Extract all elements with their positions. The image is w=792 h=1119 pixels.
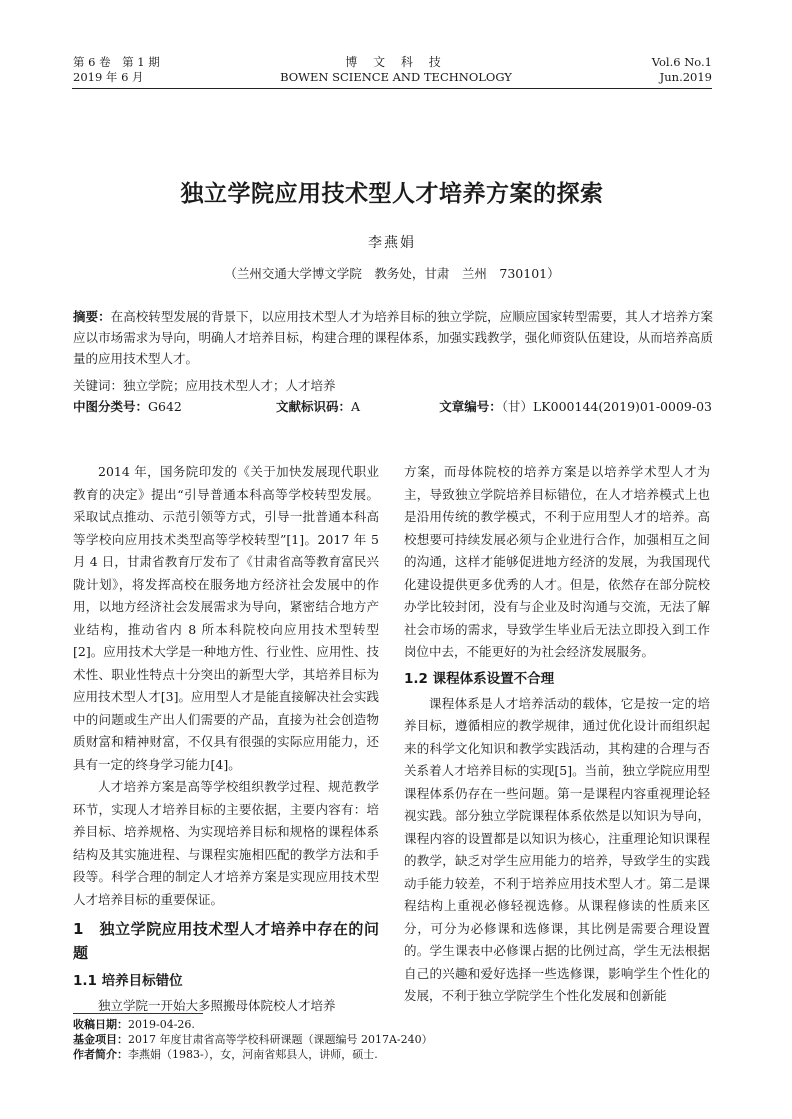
body-paragraph-1: 2014 年，国务院印发的《关于加快发展现代职业教育的决定》提出“引导普通本科高等学校转型发展。采取试点推动、示范引领等方式，引导一批普通本科高等学校向应用技术类型高等学校转型”[1]。2017 年 5 月 4 日，甘肃省教育厅发布了《甘肃省高等教育富民兴陇计划》，将发挥高校在服务地方经济社会发展中的作用，以地方经济社会发展需求为导向，紧密结合地方产业结构，推动省内 8 所本科院校向应用技术型转型[2]。应用技术大学是一种地方性、行业性、应用性、技术性、职业性特点十分突出的新型大学，其培养目标为应用技术型人才[3]。应用型人才是能直接解决社会实践中的问题或生产出人们需要的产品，直接为社会创造物质财富和精神财富，不仅具有很强的实际应用能力，还具有一定的终身学习能力[4]。 xyxy=(73,464,379,772)
body-paragraph-2: 人才培养方案是高等学校组织教学过程、规范教学环节，实现人才培养目标的主要依据，主要内容有：培养目标、培养规格、为实现培养目标和规格的课程体系结构及其实施进程、与课程实施相匹配的教学方法和手段等。科学合理的制定人才培养方案是实现应用技术型人才培养目标的重要保证。 xyxy=(73,779,379,907)
fund-text: 2017 年度甘肃省高等学校科研课题（课题编号 2017A-240） xyxy=(128,1033,433,1046)
author-name: 李燕娟 xyxy=(368,235,416,251)
bio-label: 作者简介： xyxy=(73,1048,128,1061)
abstract xyxy=(73,306,713,369)
keywords-text: 独立学院；应用技术型人才；人才培养 xyxy=(123,378,336,393)
article-number-label: 文章编号： xyxy=(439,399,502,414)
doc-code-value: A xyxy=(351,399,361,414)
abstract-label: 摘要： xyxy=(73,309,111,324)
right-column xyxy=(404,461,710,1008)
doc-code-label: 文献标识码： xyxy=(276,399,352,414)
footnote-fund xyxy=(73,1032,433,1047)
journal-volume-info xyxy=(73,55,160,85)
clc-label: 中图分类号： xyxy=(73,399,149,414)
footnote-author-bio xyxy=(73,1047,378,1062)
volume-issue-en: Vol.6 No.1 xyxy=(651,55,712,69)
section-heading-1: 1 独立学院应用技术型人才培养中存在的问题 xyxy=(73,920,379,962)
bio-text: 李燕娟（1983-），女，河南省郏县人，讲师，硕士. xyxy=(128,1048,378,1061)
clc-number xyxy=(73,397,182,415)
subsection-heading-1-2: 1.2 课程体系设置不合理 xyxy=(404,670,555,687)
keywords xyxy=(73,376,336,394)
volume-issue: 第 6 卷 第 1 期 xyxy=(73,55,160,69)
footnote-received xyxy=(73,1017,195,1032)
document-code xyxy=(276,397,360,415)
footnote-rule xyxy=(73,1013,203,1014)
left-column xyxy=(73,461,379,1018)
fund-label: 基金项目： xyxy=(73,1033,128,1046)
abstract-text: 在高校转型发展的背景下，以应用技术型人才为培养目标的独立学院，应顺应国家转型需要，其人才培养方案应以市场需求为导向，明确人才培养目标，构建合理的课程体系，加强实践教学，强化师资队伍建设，从而培养高质量的应用技术型人才。 xyxy=(73,309,713,366)
journal-name xyxy=(250,55,542,85)
author-affiliation: （兰州交通大学博文学院 教务处，甘肃 兰州 730101） xyxy=(224,266,560,281)
article-number xyxy=(439,397,712,415)
body-paragraph-3-continued: 方案，而母体院校的培养方案是以培养学术型人才为主，导致独立学院培养目标错位，在人才培养模式上也是沿用传统的教学模式，不利于应用型人才的培养。高校想要可持续发展必须与企业进行合作，加强相互之间的沟通，这样才能够促进地方经济的发展，为我国现代化建设提供更多优秀的人才。但是，依然存在部分院校办学比较封闭，没有与企业及时沟通与交流，无法了解社会市场的需求，导致学生毕业后无法立即投入到工作岗位中去，不能更好的为社会经济发展服务。 xyxy=(404,464,710,659)
body-paragraph-3: 独立学院一开始大多照搬母体院校人才培养 xyxy=(98,998,336,1013)
header-rule xyxy=(72,88,712,89)
received-date: 2019-04-26. xyxy=(128,1018,195,1031)
article-title: 独立学院应用技术型人才培养方案的探索 xyxy=(180,181,604,207)
subsection-heading-1-1: 1.1 培养目标错位 xyxy=(73,973,183,989)
keywords-label: 关键词： xyxy=(73,378,124,393)
clc-value: G642 xyxy=(148,399,182,414)
publication-date-en: Jun.2019 xyxy=(659,70,712,84)
journal-volume-info-en xyxy=(652,55,712,85)
journal-title-en: BOWEN SCIENCE AND TECHNOLOGY xyxy=(280,70,512,84)
received-label: 收稿日期： xyxy=(73,1018,128,1031)
journal-title-cn: 博 文 科 技 xyxy=(345,55,447,69)
article-number-value: （甘）LK000144(2019)01-0009-03 xyxy=(501,399,712,414)
publication-date: 2019 年 6 月 xyxy=(73,70,144,84)
body-paragraph-4: 课程体系是人才培养活动的载体，它是按一定的培养目标，遵循相应的教学规律，通过优化设计而组织起来的科学文化知识和教学实践活动，其构建的合理与否关系着人才培养目标的实现[5]。当前，独立学院应用型课程体系仍存在一些问题。第一是课程内容重视理论轻视实践。部分独立学院课程体系依然是以知识为导向，课程内容的设置都是以知识为核心，注重理论知识课程的教学，缺乏对学生应用能力的培养，导致学生的实践动手能力较差，不利于培养应用技术型人才。第二是课程结构上重视必修轻视选修。从课程修读的性质来区分，可分为必修课和选修课，其比例是需要合理设置的。学生课表中必修课占据的比例过高，学生无法根据自己的兴趣和爱好选择一些选修课，影响学生个性化的发展，不利于独立学院学生个性化发展和创新能 xyxy=(404,695,710,1003)
